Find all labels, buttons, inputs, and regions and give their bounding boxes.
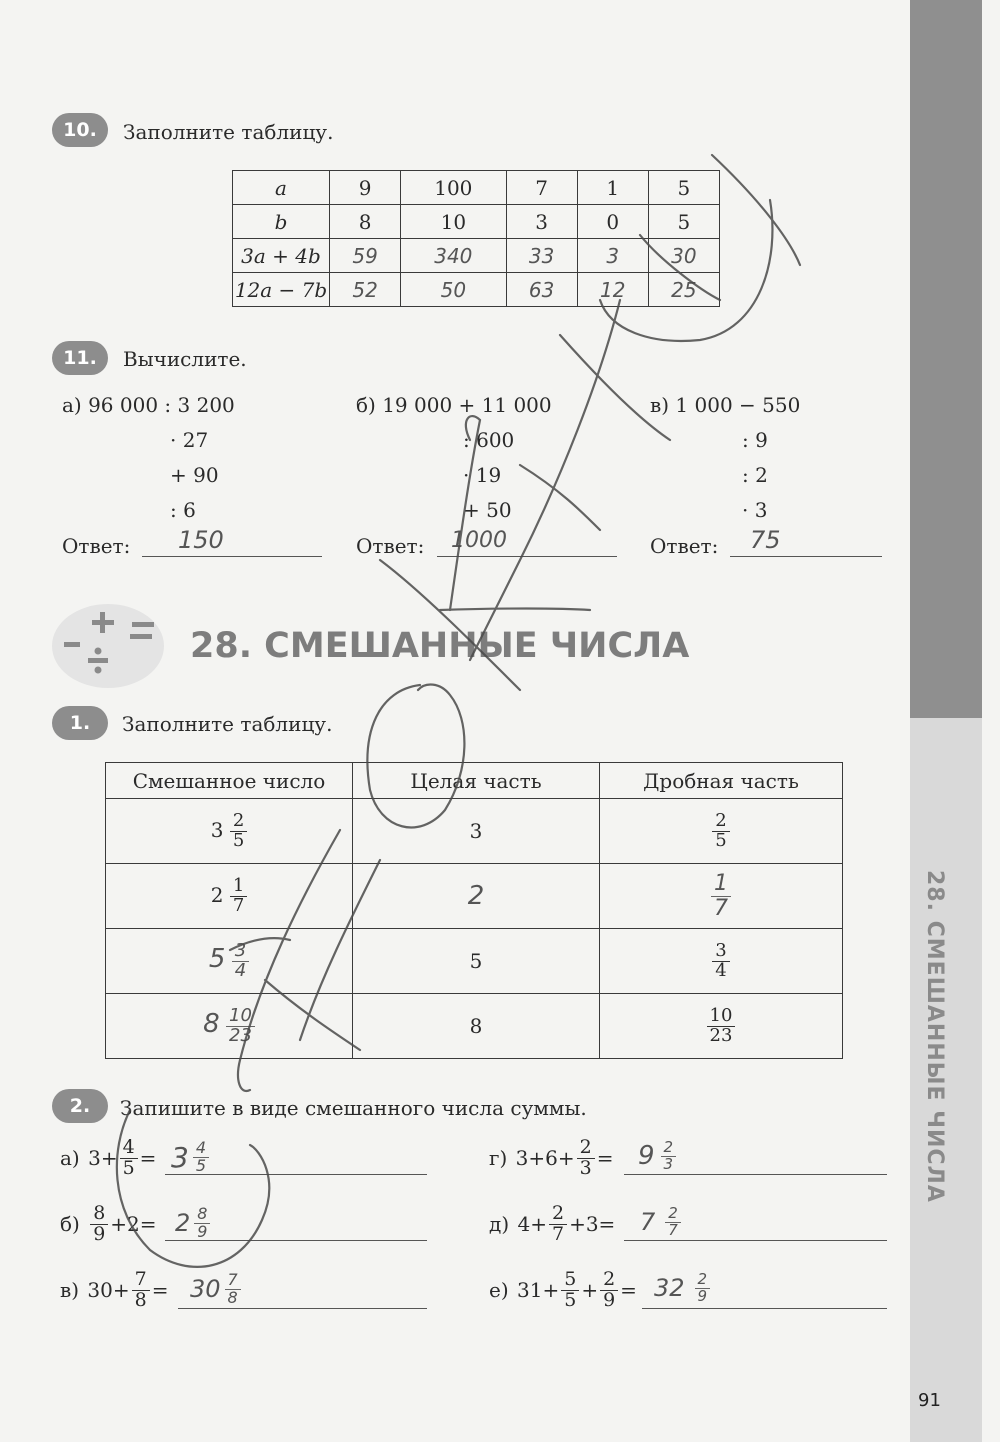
answer-line: [165, 1140, 427, 1175]
sidebar-dark-band: [910, 0, 982, 718]
sidebar-chapter-label: 28. СМЕШАННЫЕ ЧИСЛА: [922, 870, 947, 1203]
mixed-numbers-table: [105, 762, 843, 1059]
table-row: [233, 205, 720, 239]
answer-line: [730, 526, 882, 557]
answer-line: [624, 1206, 887, 1241]
expression-b: б) $\frac{8}{9}$ +2=: [60, 1202, 157, 1245]
table-row: [106, 994, 843, 1059]
fraction: [712, 939, 729, 981]
handwritten-cell: 30: [648, 239, 719, 273]
fraction: [226, 1004, 255, 1046]
table-cell: 0: [577, 205, 648, 239]
chain-c-line-4: · 3: [742, 498, 768, 522]
chain-b-line-1: б) 19 000 + 11 000: [356, 393, 552, 417]
fraction: [230, 874, 247, 916]
numerator: 1: [230, 877, 247, 897]
table-cell: 10: [401, 205, 506, 239]
numerator: 3: [232, 942, 249, 962]
chain-b-line-3: · 19: [463, 463, 502, 487]
handwritten-mixed-number: [106, 994, 353, 1059]
table-header-row: [106, 763, 843, 799]
expression-e: д) 4+ $\frac{2}{7}$ +3=: [489, 1202, 616, 1245]
mixed-number-cell: [106, 864, 353, 929]
table-cell: 8: [330, 205, 401, 239]
item-label: в): [60, 1278, 80, 1303]
answer-line: [142, 526, 322, 557]
numerator: 10: [707, 1007, 736, 1027]
answer-line: [624, 1140, 887, 1175]
fraction: [712, 809, 729, 851]
whole-part: 8: [203, 1008, 220, 1039]
handwritten-cell: 3: [577, 239, 648, 273]
math-operations-icon: [50, 598, 170, 690]
table-row: [106, 929, 843, 994]
denominator: 5: [715, 829, 727, 851]
handwritten-answer: 2 $\frac{8}{9}$: [175, 1206, 210, 1241]
chain-c-line-3: : 2: [742, 463, 768, 487]
handwritten-answer: 1000: [451, 528, 507, 553]
task-10-badge: 10.: [52, 113, 108, 147]
handwritten-mixed-number: [106, 929, 353, 994]
fraction: [230, 809, 247, 851]
column-header: Дробная часть: [600, 763, 843, 799]
expression-c: в) 30+ $\frac{7}{8}$ =: [60, 1268, 169, 1311]
handwritten-cell: 340: [401, 239, 506, 273]
numerator: 3: [712, 942, 729, 962]
item-label: е): [489, 1278, 509, 1303]
answer-line: [642, 1272, 887, 1309]
handwritten-integer-part: 2: [353, 864, 600, 929]
table-cell: 3: [506, 205, 577, 239]
denominator: 23: [229, 1024, 252, 1046]
expression-d: г) 3+6+ $\frac{2}{3}$ =: [489, 1136, 614, 1179]
handwritten-answer: 3 $\frac{4}{5}$: [171, 1140, 209, 1175]
task-2-badge: 2.: [52, 1089, 108, 1123]
handwritten-answer: 32 $\frac{2}{9}$: [654, 1272, 710, 1305]
chain-a-line-1: а) 96 000 : 3 200: [62, 393, 235, 417]
answer-label: Ответ:: [62, 534, 131, 558]
integer-part-cell: 5: [353, 929, 600, 994]
table-row: [233, 171, 720, 205]
denominator: 5: [232, 829, 245, 851]
task-11-text: Вычислите.: [123, 347, 247, 371]
denominator: 4: [715, 959, 727, 981]
fraction: [711, 872, 731, 919]
task-10-table: [232, 170, 720, 307]
table-cell: 7: [506, 171, 577, 205]
chain-a-line-4: : 6: [170, 498, 196, 522]
numerator: 2: [230, 812, 247, 832]
row-label: a: [233, 171, 330, 205]
handwritten-cell: 52: [330, 273, 401, 307]
table-cell: 9: [330, 171, 401, 205]
row-label: 3a + 4b: [233, 239, 330, 273]
item-label: б): [60, 1212, 80, 1237]
handwritten-answer: 7 $\frac{2}{7}$: [640, 1206, 681, 1239]
handwritten-answer: 30 $\frac{7}{8}$: [190, 1272, 241, 1307]
handwritten-answer: 9 $\frac{2}{3}$: [638, 1140, 676, 1173]
table-cell: 5: [648, 171, 719, 205]
item-label: г): [489, 1146, 508, 1171]
fraction-part-cell: [600, 994, 843, 1059]
chapter-sidebar: [910, 0, 982, 1442]
table-cell: 5: [648, 205, 719, 239]
row-label: b: [233, 205, 330, 239]
answer-label: Ответ:: [650, 534, 719, 558]
chain-c-line-2: : 9: [742, 428, 768, 452]
table-cell: 1: [577, 171, 648, 205]
fraction-part-cell: [600, 799, 843, 864]
chain-a-line-2: · 27: [170, 428, 209, 452]
item-label: а): [60, 1146, 80, 1171]
numerator: 10: [226, 1007, 255, 1027]
task-1-badge: 1.: [52, 706, 108, 740]
denominator: 7: [232, 894, 245, 916]
handwritten-cell: 59: [330, 239, 401, 273]
mixed-number-cell: [106, 799, 353, 864]
answer-label: Ответ:: [356, 534, 425, 558]
task-1-text: Заполните таблицу.: [122, 712, 333, 736]
fraction: [707, 1004, 736, 1046]
fraction: [232, 939, 249, 981]
table-row: [106, 799, 843, 864]
numerator: 1: [711, 872, 731, 896]
denominator: 7: [714, 895, 728, 921]
handwritten-cell: 12: [577, 273, 648, 307]
answer-line: [178, 1272, 427, 1309]
answer-line: [165, 1206, 427, 1241]
answer-line: [437, 530, 617, 557]
denominator: 23: [709, 1024, 733, 1046]
integer-part-cell: 8: [353, 994, 600, 1059]
page-number: 91: [918, 1390, 941, 1411]
item-label: д): [489, 1212, 510, 1237]
integer-part-cell: 3: [353, 799, 600, 864]
handwritten-answer: 150: [178, 526, 224, 554]
expression-f: е) 31+ $\frac{5}{5}$ + $\frac{2}{9}$ =: [489, 1268, 637, 1311]
expression-a: а) 3+ $\frac{4}{5}$ =: [60, 1136, 157, 1179]
handwritten-cell: 33: [506, 239, 577, 273]
handwritten-cell: 63: [506, 273, 577, 307]
table-row: [106, 864, 843, 929]
denominator: 4: [234, 959, 247, 981]
handwritten-cell: 50: [401, 273, 506, 307]
column-header: Целая часть: [353, 763, 600, 799]
chain-c-line-1: в) 1 000 − 550: [650, 393, 801, 417]
handwritten-fraction-part: [600, 864, 843, 929]
table-cell: 100: [401, 171, 506, 205]
table-row: [233, 273, 720, 307]
whole-part: 3: [210, 817, 224, 842]
task-10-text: Заполните таблицу.: [123, 120, 334, 144]
handwritten-cell: 25: [648, 273, 719, 307]
column-header: Смешанное число: [106, 763, 353, 799]
table-row: [233, 239, 720, 273]
numerator: 2: [712, 812, 729, 832]
task-11-badge: 11.: [52, 341, 108, 375]
task-2-text: Запишите в виде смешанного числа суммы.: [120, 1096, 587, 1120]
row-label: 12a − 7b: [233, 273, 330, 307]
chain-b-line-4: + 50: [463, 498, 512, 522]
section-title: 28. СМЕШАННЫЕ ЧИСЛА: [190, 626, 690, 666]
fraction-part-cell: [600, 929, 843, 994]
whole-part: 5: [208, 943, 226, 974]
chain-a-line-3: + 90: [170, 463, 219, 487]
handwritten-answer: 75: [750, 526, 781, 554]
whole-part: 2: [210, 882, 224, 907]
chain-b-line-2: : 600: [463, 428, 515, 452]
